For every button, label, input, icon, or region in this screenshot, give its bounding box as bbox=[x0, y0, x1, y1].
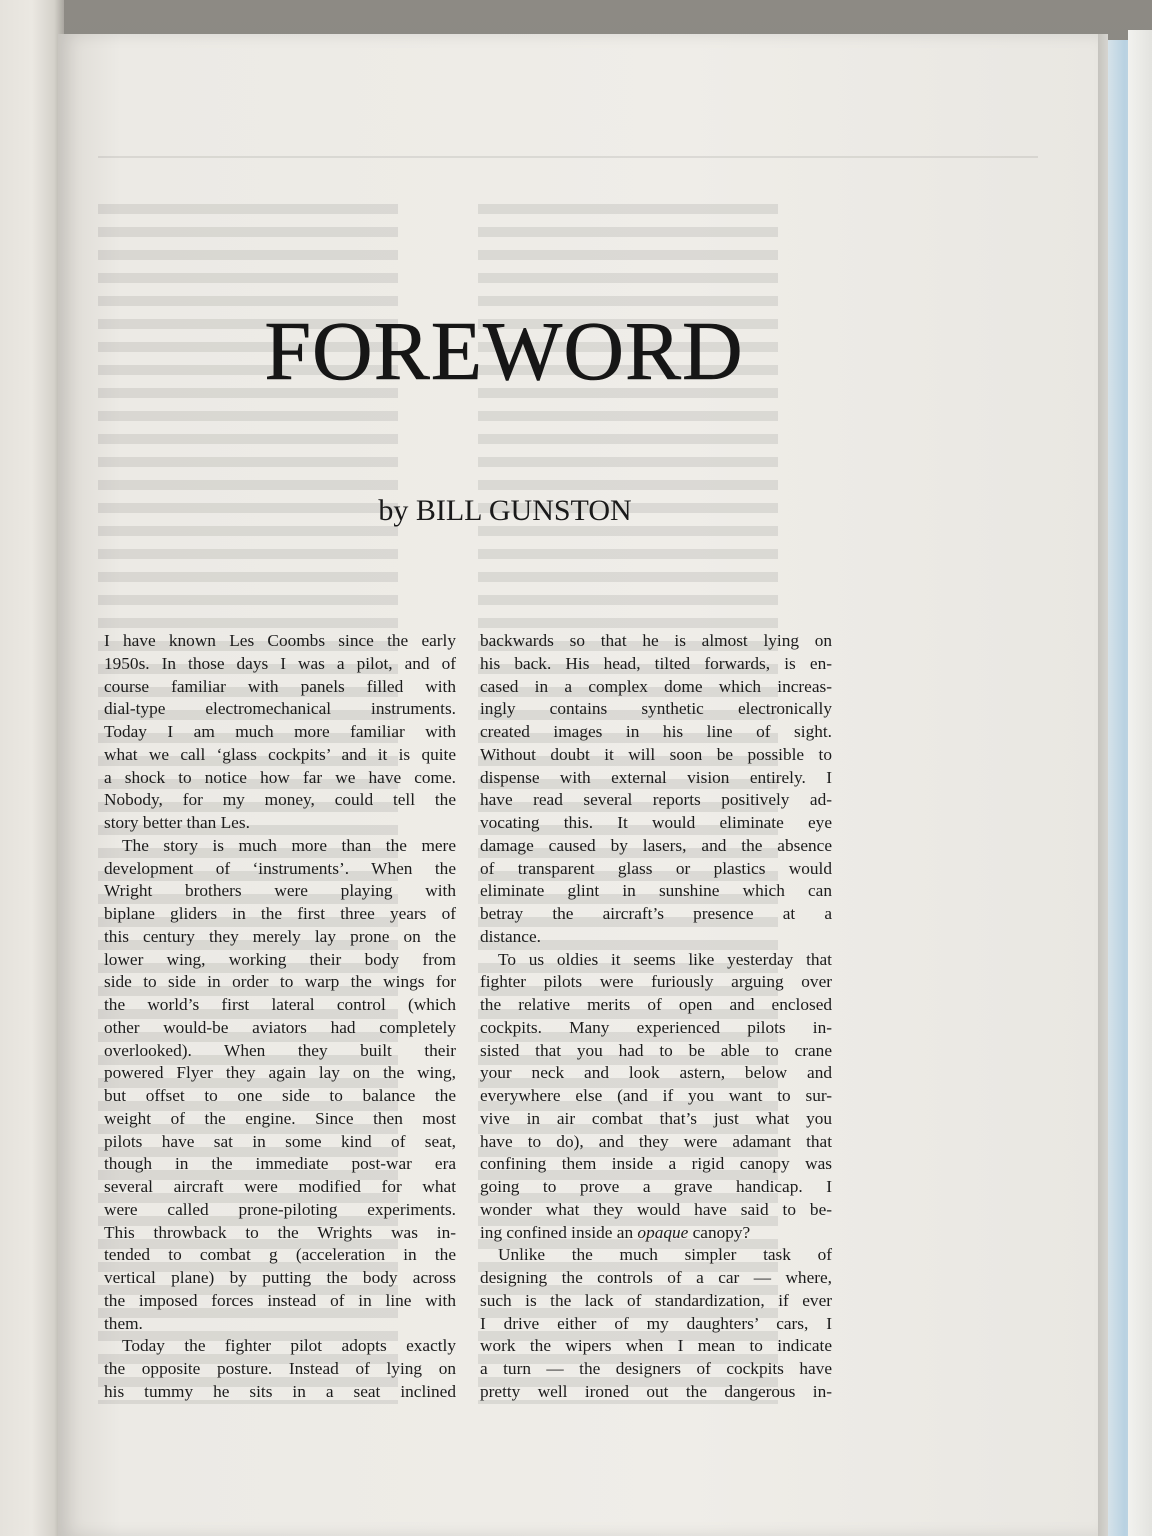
left-book-edge bbox=[0, 0, 64, 1536]
body-text-line: The story is much more than the mere bbox=[122, 835, 456, 855]
body-column-right bbox=[480, 630, 832, 1404]
body-text-line: other would-be aviators had completely bbox=[104, 1017, 456, 1037]
body-text-line: overlooked). When they built their bbox=[104, 1040, 456, 1060]
body-text-line: To us oldies it seems like yesterday that bbox=[498, 949, 832, 969]
body-text-line: going to prove a grave handicap. I bbox=[480, 1177, 832, 1196]
body-text-line: several aircraft were modified for what bbox=[104, 1177, 456, 1196]
body-text-line: sisted that you had to be able to crane bbox=[480, 1040, 832, 1060]
page-title: FOREWORD bbox=[264, 305, 744, 398]
body-text-line: development of ‘instruments’. When the bbox=[104, 858, 456, 878]
body-text-line: vive in air combat that’s just what you bbox=[480, 1108, 832, 1128]
byline: by BILL GUNSTON bbox=[378, 494, 632, 527]
body-text-line: weight of the engine. Since then most bbox=[104, 1108, 456, 1128]
body-text-line: everywhere else (and if you want to sur- bbox=[480, 1086, 832, 1105]
body-text-line: have to do), and they were adamant that bbox=[480, 1131, 832, 1151]
body-text-line: your neck and look astern, below and bbox=[480, 1063, 832, 1083]
body-text-line: such is the lack of standardization, if ever bbox=[480, 1290, 832, 1310]
body-column-left bbox=[104, 630, 456, 1404]
body-text-line: backwards so that he is almost lying on bbox=[480, 631, 832, 650]
body-text-line: created images in his line of sight. bbox=[480, 722, 832, 741]
body-text-line: though in the immediate post-war era bbox=[104, 1154, 456, 1174]
body-text-line: I drive either of my daughters’ cars, I bbox=[480, 1313, 832, 1333]
body-text-line: cased in a complex dome which increas- bbox=[480, 676, 832, 696]
body-text-line: pretty well ironed out the dangerous in- bbox=[480, 1381, 832, 1401]
body-text-line: lower wing, working their body from bbox=[104, 949, 456, 969]
body-text-line: dispense with external vision entirely. I bbox=[480, 767, 832, 787]
body-text-line: biplane gliders in the first three years of bbox=[104, 904, 456, 923]
body-text-line: work the wipers when I mean to indicate bbox=[480, 1336, 832, 1356]
body-text-line: Wright brothers were playing with bbox=[104, 881, 456, 901]
body-text-line: ing confined inside an opaque canopy? bbox=[480, 1222, 751, 1242]
body-text-line: side to side in order to warp the wings for bbox=[104, 972, 456, 992]
body-text-line: but offset to one side to balance the bbox=[104, 1086, 456, 1105]
body-text-line: pilots have sat in some kind of seat, bbox=[104, 1131, 456, 1151]
body-text-line: a turn — the designers of cockpits have bbox=[480, 1359, 832, 1378]
body-text-line: this century they merely lay prone on the bbox=[104, 926, 456, 946]
body-text-line: story better than Les. bbox=[104, 813, 250, 832]
body-text-line: Today the fighter pilot adopts exactly bbox=[122, 1336, 456, 1356]
body-text-line: eliminate glint in sunshine which can bbox=[480, 881, 832, 901]
body-text-line: Without doubt it will soon be possible to bbox=[480, 744, 832, 764]
body-text-line: confining them inside a rigid canopy was bbox=[480, 1154, 832, 1174]
body-text-line: wonder what they would have said to be- bbox=[480, 1199, 832, 1219]
body-text-line: Today I am much more familiar with bbox=[104, 722, 456, 741]
body-text-line: I have known Les Coombs since the early bbox=[104, 631, 456, 650]
body-text-line: cockpits. Many experienced pilots in- bbox=[480, 1017, 832, 1037]
body-text-line: the world’s first lateral control (which bbox=[104, 995, 456, 1014]
body-text-line: vertical plane) by putting the body across bbox=[104, 1268, 456, 1287]
body-text-line: This throwback to the Wrights was in- bbox=[104, 1222, 456, 1242]
body-text-line: vocating this. It would eliminate eye bbox=[480, 813, 832, 832]
body-text-line: damage caused by lasers, and the absence bbox=[480, 835, 832, 855]
body-text-line: powered Flyer they again lay on the wing, bbox=[104, 1063, 456, 1083]
body-text-line: his tummy he sits in a seat inclined bbox=[104, 1381, 456, 1401]
body-text-line: 1950s. In those days I was a pilot, and of bbox=[104, 653, 456, 673]
body-text-line: designing the controls of a car — where, bbox=[480, 1268, 832, 1287]
body-text-line: Nobody, for my money, could tell the bbox=[104, 790, 456, 810]
body-text-line: the opposite posture. Instead of lying on bbox=[104, 1359, 456, 1378]
body-text-line: distance. bbox=[480, 926, 541, 946]
book-page bbox=[58, 34, 1098, 1536]
body-text-line: a shock to notice how far we have come. bbox=[104, 767, 456, 787]
body-text-line: of transparent glass or plastics would bbox=[480, 858, 832, 878]
body-text-line: fighter pilots were furiously arguing over bbox=[480, 972, 832, 992]
body-text-line: his back. His head, tilted forwards, is en- bbox=[480, 653, 832, 673]
body-text-line: the imposed forces instead of in line with bbox=[104, 1290, 456, 1310]
body-text-line: what we call ‘glass cockpits’ and it is quite bbox=[104, 744, 456, 764]
body-text-line: dial-type electromechanical instruments. bbox=[104, 699, 456, 719]
right-book-edge-white bbox=[1128, 30, 1152, 1536]
body-text-line: have read several reports positively ad- bbox=[480, 790, 832, 810]
body-text-line: were called prone-piloting experiments. bbox=[104, 1199, 456, 1219]
show-through-rule bbox=[98, 156, 1038, 158]
body-text-line: the relative merits of open and enclosed bbox=[480, 995, 832, 1014]
body-text-line: ingly contains synthetic electronically bbox=[480, 699, 832, 719]
body-text-line: Unlike the much simpler task of bbox=[498, 1245, 832, 1265]
body-text-line: them. bbox=[104, 1313, 143, 1333]
body-text-line: tended to combat g (acceleration in the bbox=[104, 1245, 456, 1265]
body-text-line: betray the aircraft’s presence at a bbox=[480, 904, 832, 923]
body-text-line: course familiar with panels filled with bbox=[104, 676, 456, 696]
